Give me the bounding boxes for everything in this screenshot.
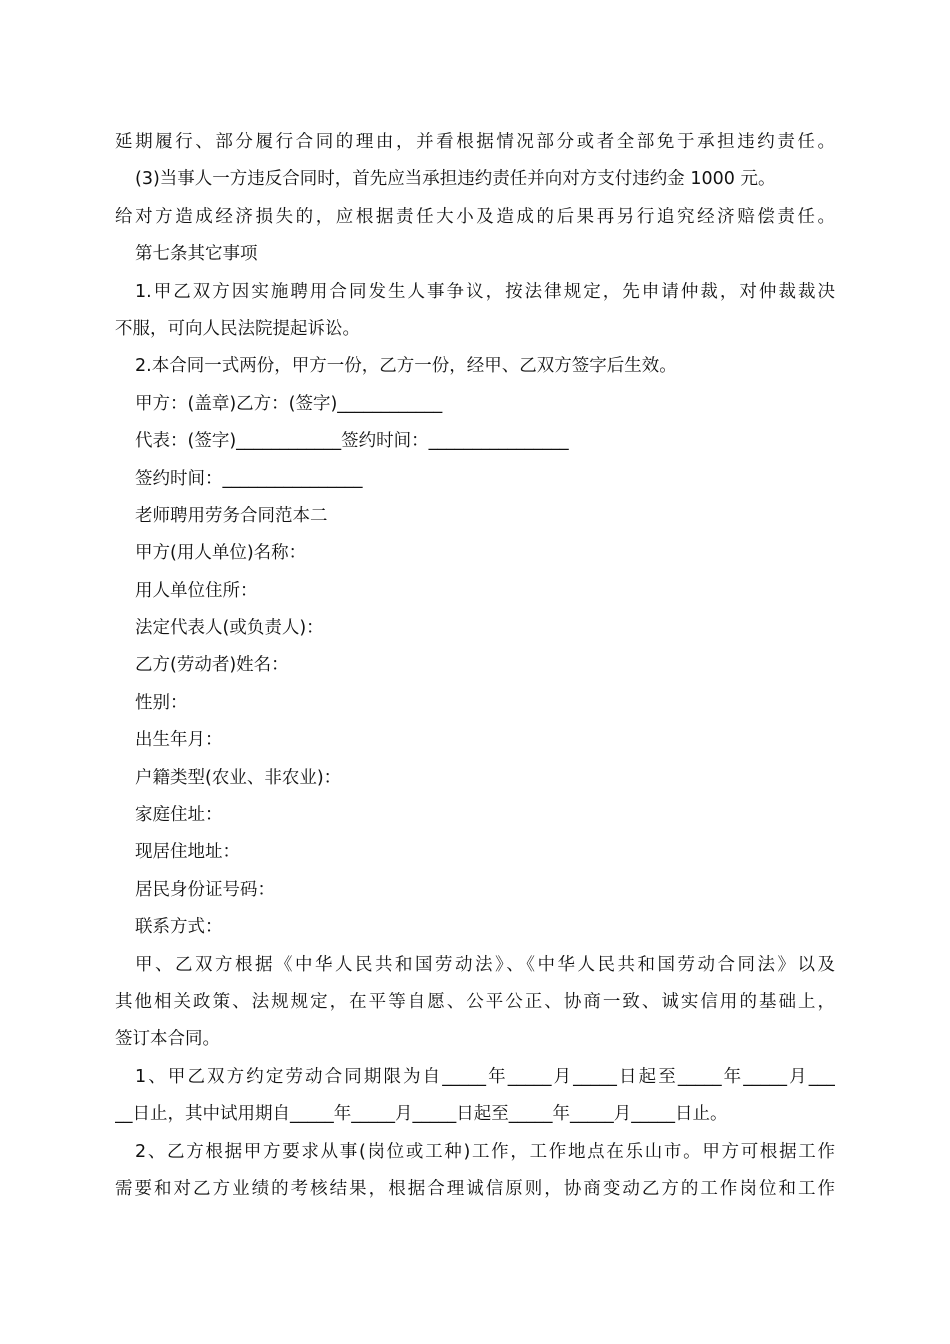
text-line: (3)当事人一方违反合同时，首先应当承担违约责任并向对方支付违约金 1000 元。 xyxy=(135,169,776,190)
text-line: 2.本合同一式两份，甲方一份，乙方一份，经甲、乙双方签字后生效。 xyxy=(135,356,677,377)
section-heading: 第七条其它事项 xyxy=(135,244,258,265)
text-line: 其他相关政策、法规规定，在平等自愿、公平公正、协商一致、诚实信用的基础上， xyxy=(115,991,835,1012)
form-field-label: 现居住地址： xyxy=(135,842,240,863)
form-field-label: 出生年月： xyxy=(135,730,223,751)
signature-line: 甲方：(盖章)乙方：(签字)____________ xyxy=(135,393,443,414)
text-line: 2、乙方根据甲方要求从事(岗位或工种)工作，工作地点在乐山市。甲方可根据工作 xyxy=(135,1141,835,1162)
form-field-label: 户籍类型(农业、非农业)： xyxy=(135,767,342,788)
signature-line: 代表：(签字)____________签约时间：________________ xyxy=(135,431,569,452)
form-field-label: 性别： xyxy=(135,692,188,713)
contract-title: 老师聘用劳务合同范本二 xyxy=(135,505,328,526)
form-field-label: 家庭住址： xyxy=(135,805,223,826)
text-line: 延期履行、部分履行合同的理由，并看根据情况部分或者全部免于承担违约责任。 xyxy=(115,132,835,152)
text-line: 签订本合同。 xyxy=(115,1029,220,1050)
signature-line: 签约时间：________________ xyxy=(135,468,363,489)
text-line: 需要和对乙方业绩的考核结果，根据合理诚信原则，协商变动乙方的工作岗位和工作 xyxy=(115,1178,835,1199)
form-field-label: 联系方式： xyxy=(135,917,223,938)
text-line: __日止，其中试用期自_____年_____月_____日起至_____年_____月_____日止。 xyxy=(115,1104,728,1125)
form-field-label: 乙方(劳动者)姓名： xyxy=(135,655,289,676)
text-line: 1、甲乙双方约定劳动合同期限为自_____年_____月_____日起至_____年_____月___ xyxy=(135,1066,835,1087)
text-line: 甲、乙双方根据《中华人民共和国劳动法》、《中华人民共和国劳动合同法》以及 xyxy=(135,954,835,975)
form-field-label: 法定代表人(或负责人)： xyxy=(135,618,324,639)
text-line: 不服，可向人民法院提起诉讼。 xyxy=(115,318,360,339)
form-field-label: 用人单位住所： xyxy=(135,580,258,601)
form-field-label: 甲方(用人单位)名称： xyxy=(135,543,307,564)
text-line: 给对方造成经济损失的，应根据责任大小及造成的后果再另行追究经济赔偿责任。 xyxy=(115,206,835,227)
text-line: 1.甲乙双方因实施聘用合同发生人事争议，按法律规定，先申请仲裁，对仲裁裁决 xyxy=(135,281,835,302)
form-field-label: 居民身份证号码： xyxy=(135,879,275,900)
